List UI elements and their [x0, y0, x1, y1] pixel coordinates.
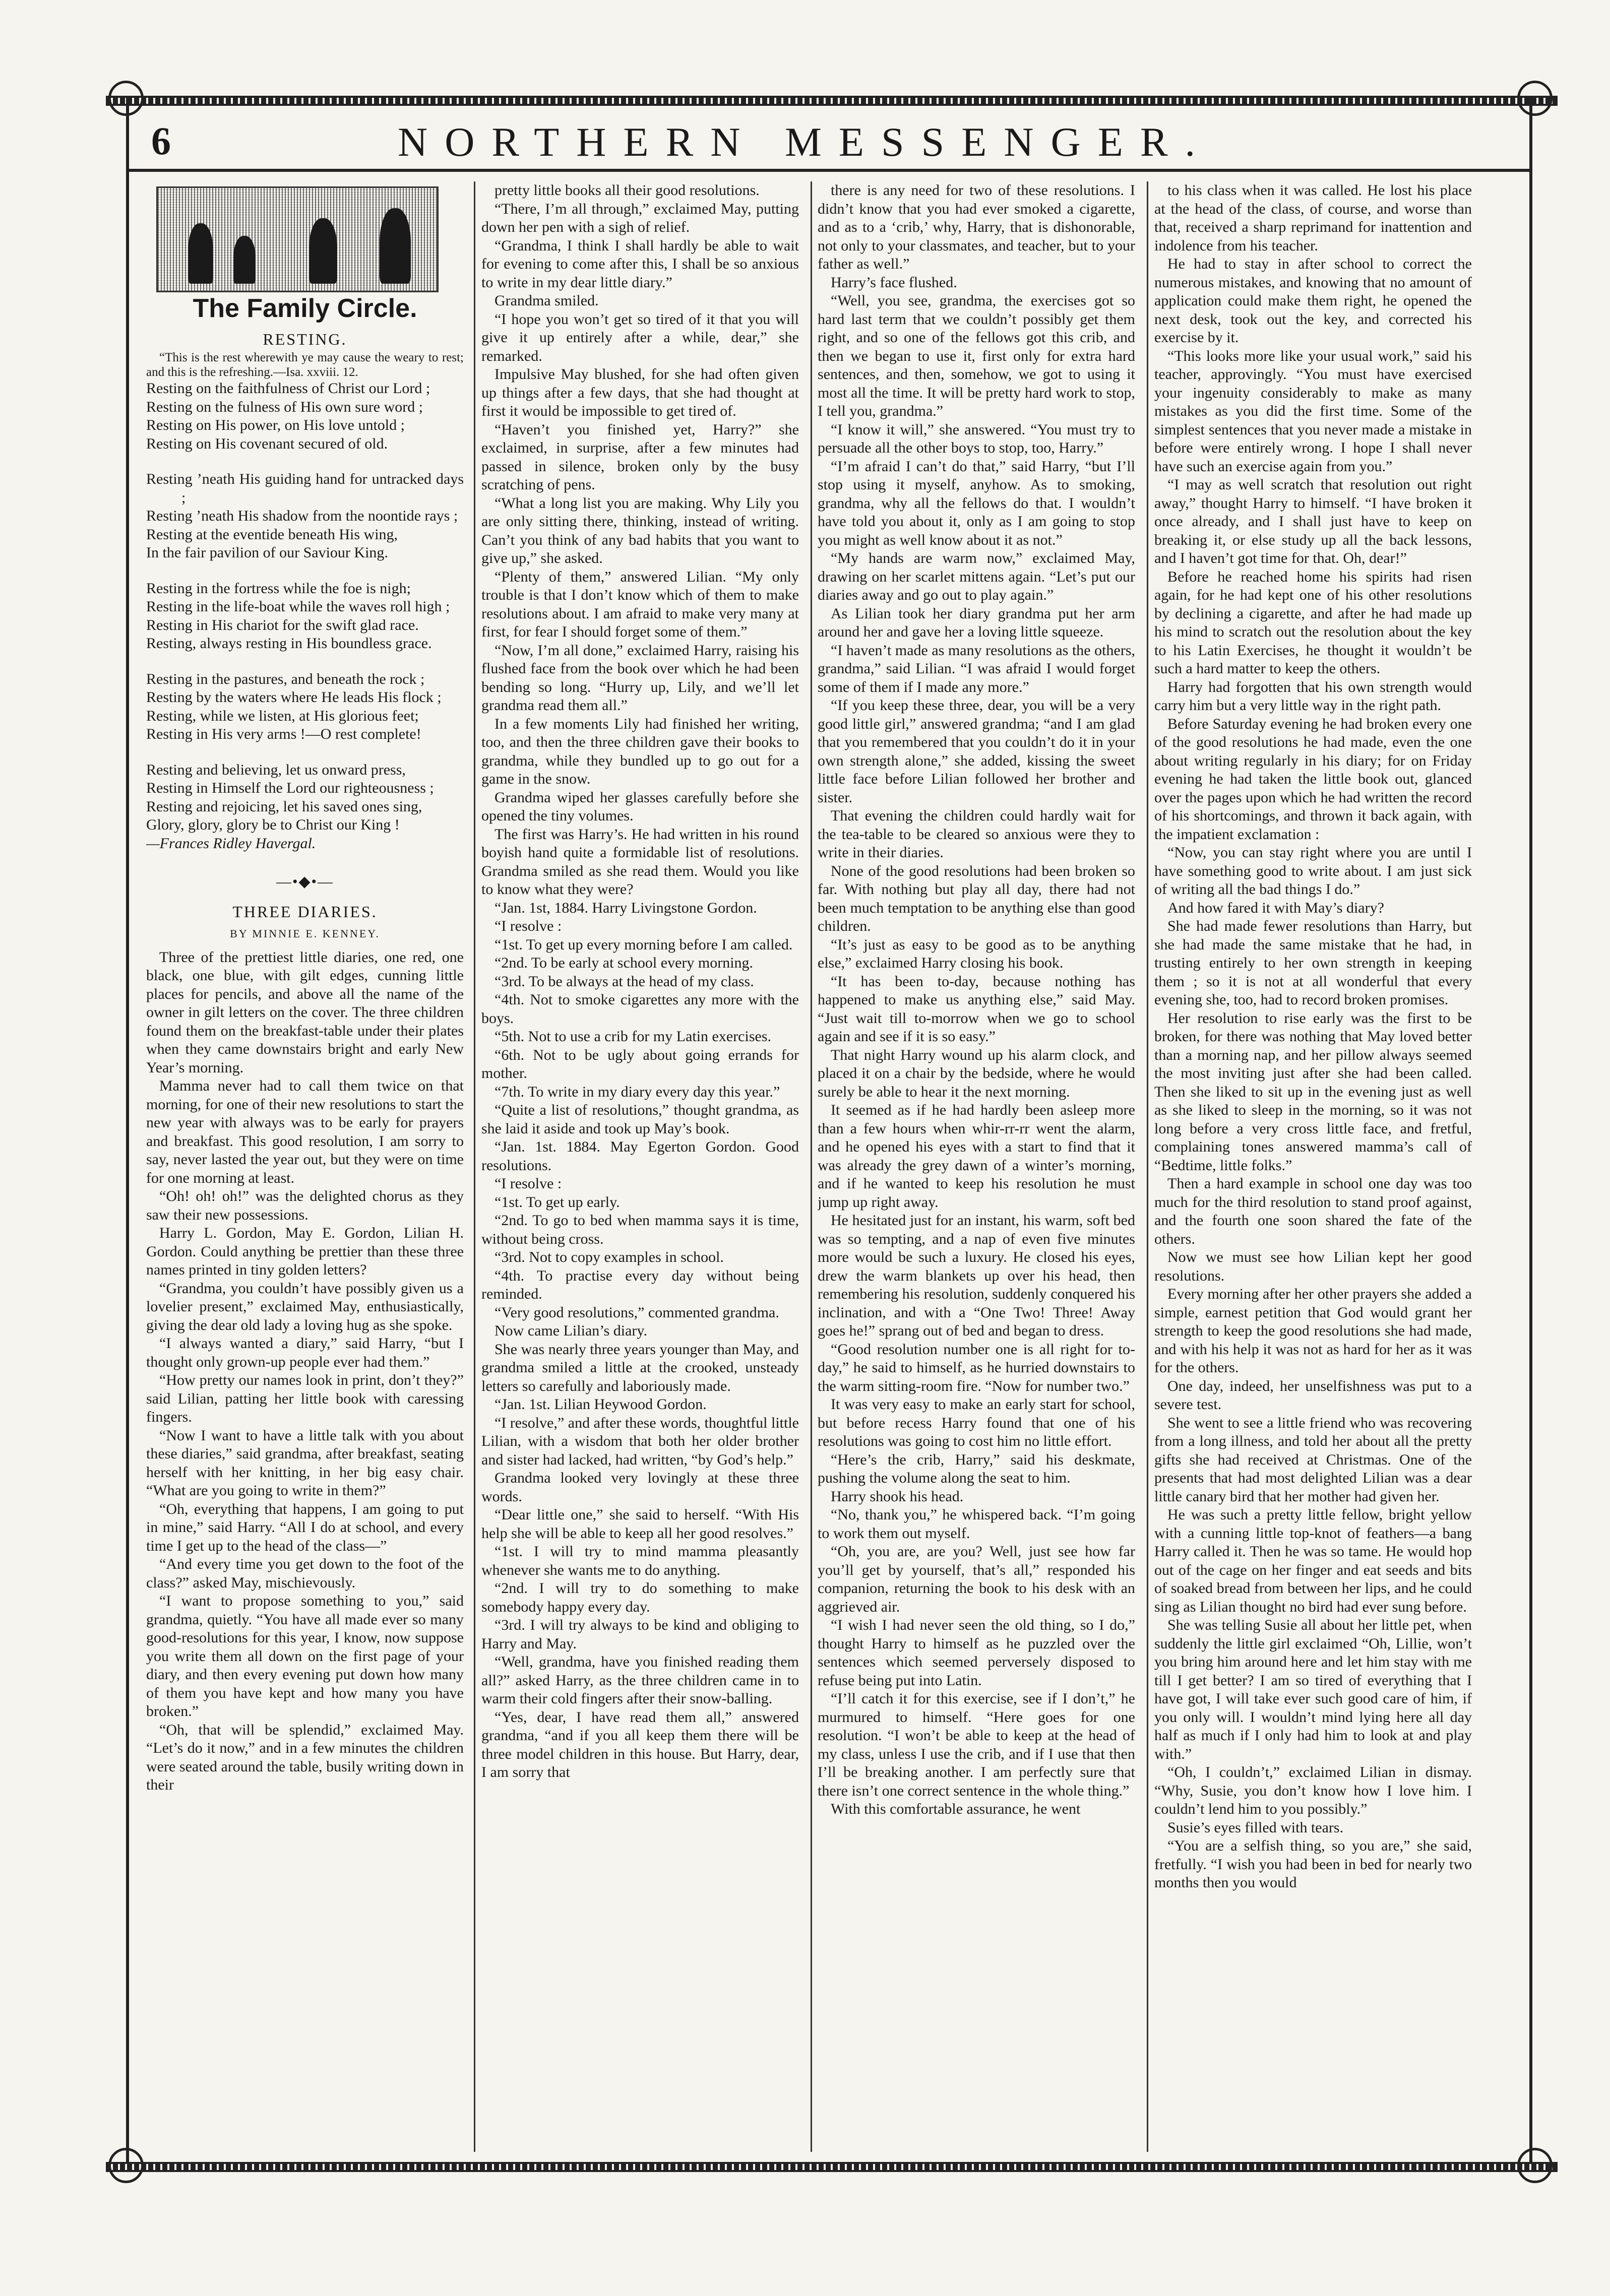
- story-title: THREE DIARIES.: [232, 902, 378, 921]
- poem-stanza: [146, 670, 464, 744]
- story-paragraph: In a few moments Lily had finished her writing, too, and then the three children gave their books to grandma, while they bundled up to go out for a game in the snow.: [481, 715, 799, 787]
- story-paragraph: “Grandma, you couldn’t have possibly given us a lovelier present,” exclaimed May, enthusiastically, giving the dear old lady a loving hug as she spoke.: [146, 1280, 464, 1333]
- story-paragraph: He was such a pretty little fellow, bright yellow with a cunning little top-knot of feathers—a bang Harry called it. Then he was so tame. He would hop out of the cage on her finger and eat seeds and bits of soaked bread from between her lips, and he could sing as Lilian thought no bird had ever sung before.: [1154, 1506, 1472, 1615]
- column-2-paragraphs: [481, 181, 799, 1782]
- story-paragraph: “1st. To get up early.: [494, 1193, 620, 1210]
- column-divider: [1147, 181, 1148, 2152]
- story-paragraph: “I always wanted a diary,” said Harry, “but I thought only grown-up people ever had them.”: [146, 1335, 464, 1370]
- family-circle-engraving: [156, 186, 439, 292]
- story-paragraph: It seemed as if he had hardly been asleep more than a few hours when whir-rr-rr went the alarm, and he opened his eyes with a start to find that it was already the grey dawn of a winter’s morning, and if he wanted to keep his resolution he must jump up right away.: [818, 1102, 1135, 1210]
- story-paragraph: She went to see a little friend who was recovering from a long illness, and told her about all the pretty gifts she had received at Christmas. One of the presents that had most delighted Lilian was a dear little canary bird that her mother had given her.: [1154, 1414, 1472, 1505]
- poem-line: Resting in Himself the Lord our righteousness ;: [146, 780, 434, 796]
- header-rule: [129, 169, 1529, 172]
- story-paragraph: “I’m afraid I can’t do that,” said Harry, “but I’ll stop using it myself, anyhow. As to smoking, grandma, why all the fellows do that. I wouldn’t have told you about it, only as I am going to stop you might as well know about it as not.”: [818, 458, 1135, 548]
- story-paragraph: The first was Harry’s. He had written in his round boyish hand quite a formidable list of resolutions. Grandma smiled as she read them. Would you like to know what they were?: [481, 825, 799, 898]
- story-paragraph: “7th. To write in my diary every day this year.”: [494, 1083, 780, 1100]
- poem-line: Resting in His very arms !—O rest complete!: [146, 726, 421, 742]
- poem-line: Resting at the eventide beneath His wing,: [146, 526, 398, 543]
- poem-line: Glory, glory, glory be to Christ our King !: [146, 816, 400, 833]
- column-3-paragraphs: [818, 181, 1135, 1819]
- story-paragraph: Grandma wiped her glasses carefully before she opened the tiny volumes.: [481, 789, 799, 824]
- story-paragraph: Grandma looked very lovingly at these three words.: [481, 1470, 799, 1505]
- story-paragraph: “Very good resolutions,” commented grandma.: [494, 1304, 779, 1321]
- story-paragraph: Impulsive May blushed, for she had often given up things after a few days, that she had thought at first it would be impossible to get tired of.: [481, 366, 799, 419]
- column-1: [146, 181, 464, 2152]
- story-paragraph: “Oh, everything that happens, I am going to put in mine,” said Harry. “All I do at school, and every time I get up to the head of the class—”: [146, 1500, 464, 1554]
- poem-line: Resting on His covenant secured of old.: [146, 435, 388, 452]
- story-paragraph: That night Harry wound up his alarm clock, and placed it on a chair by the bedside, where he would surely be able to hear it the next morning.: [818, 1046, 1135, 1100]
- story-paragraph: there is any need for two of these resolutions. I didn’t know that you had ever smoked a cigarette, and as to a ‘crib,’ why, Harry, that is dishonorable, not only to your classmates, and teacher, but to your father as well.”: [818, 182, 1135, 272]
- corner-ornament-bottom-left: [108, 2148, 144, 2183]
- story-paragraph: “Jan. 1st. 1884. May Egerton Gordon. Good resolutions.: [481, 1138, 799, 1174]
- story-paragraph: “I resolve :: [494, 1175, 562, 1192]
- story-paragraph: With this comfortable assurance, he went: [831, 1801, 1081, 1817]
- poem-stanza: [146, 470, 464, 562]
- section-title: The Family Circle.: [193, 294, 417, 323]
- story-paragraph: “Well, you see, grandma, the exercises got so hard last term that we couldn’t possibly get them right, and so one of the fellows got this crib, and then we began to use it, first only for extra hard sentences, and then, somehow, we got to using it most all the time. It will be pretty hard work to stop, I tell you, grandma.”: [818, 292, 1135, 419]
- story-paragraph: “6th. Not to be ugly about going errands for mother.: [481, 1046, 799, 1081]
- poem-line: Resting on His power, on His love untold ;: [146, 417, 405, 433]
- poem-line: Resting in the life-boat while the waves roll high ;: [146, 598, 450, 615]
- story-paragraph: Then a hard example in school one day was too much for the third resolution to stand proof against, and the fourth one soon shared the fate of the others.: [1154, 1175, 1472, 1247]
- story-paragraph: “No, thank you,” he whispered back. “I’m going to work them out myself.: [818, 1506, 1135, 1542]
- story-paragraph: “I know it will,” she answered. “You must try to persuade all the other boys to stop, too, Harry.”: [818, 421, 1135, 456]
- story-paragraph: Harry L. Gordon, May E. Gordon, Lilian H. Gordon. Could anything be prettier than these three names printed in tiny golden letters?: [146, 1225, 464, 1278]
- section-ornament: —•◆•—: [276, 873, 334, 890]
- story-paragraph: As Lilian took her diary grandma put her arm around her and gave her a loving little squeeze.: [818, 605, 1135, 640]
- story-paragraph: He had to stay in after school to correct the numerous mistakes, and knowing that no amount of application could make them right, he opened the next desk, took out the key, and corrected his exercise by it.: [1154, 256, 1472, 346]
- story-paragraph: “2nd. I will try to do something to make somebody happy every day.: [481, 1580, 799, 1615]
- story-paragraph: That evening the children could hardly wait for the tea-table to be cleared so anxious were they to write in their diaries.: [818, 807, 1135, 861]
- column-4: [1154, 181, 1472, 2152]
- poem-line: Resting, while we listen, at His glorious feet;: [146, 707, 419, 724]
- column-1-paragraphs: [146, 948, 464, 1795]
- story-paragraph: Now we must see how Lilian kept her good resolutions.: [1154, 1249, 1472, 1284]
- story-paragraph: “I wish I had never seen the old thing, so I do,” thought Harry to himself as he puzzled over the sentences which seemed perversely disposed to refuse being put into Latin.: [818, 1617, 1135, 1689]
- story-paragraph: “I resolve,” and after these words, thoughtful little Lilian, with a wisdom that both her older brother and sister had lacked, had written, “by God’s help.”: [481, 1414, 799, 1468]
- story-paragraph: “Oh! oh! oh!” was the delighted chorus as they saw their new possessions.: [146, 1188, 464, 1223]
- story-paragraph: pretty little books all their good resolutions.: [494, 182, 760, 199]
- corner-ornament-bottom-right: [1517, 2148, 1553, 2183]
- poem: [146, 379, 464, 853]
- story-paragraph: “1st. I will try to mind mamma pleasantly whenever she wants me to do anything.: [481, 1543, 799, 1578]
- story-paragraph: “Haven’t you finished yet, Harry?” she exclaimed, in surprise, after a few minutes had passed in silence, broken only by the busy scratching of pens.: [481, 421, 799, 493]
- story-paragraph: Harry shook his head.: [831, 1488, 964, 1505]
- poem-stanza: [146, 580, 464, 653]
- story-byline: BY MINNIE E. KENNEY.: [230, 927, 380, 940]
- story-paragraph: “3rd. To be always at the head of my class.: [494, 973, 754, 990]
- column-divider: [811, 181, 812, 2152]
- story-paragraph: “3rd. Not to copy examples in school.: [494, 1249, 724, 1265]
- story-paragraph: “I haven’t made as many resolutions as the others, grandma,” said Lilian. “I was afraid I would forget some of them if I made any more.”: [818, 642, 1135, 695]
- column-2: [481, 181, 799, 2152]
- story-paragraph: “Now I want to have a little talk with you about these diaries,” said grandma, after breakfast, seating herself with her knitting, in her big easy chair. “What are you going to write in them?”: [146, 1427, 464, 1499]
- story-paragraph: “It has been to-day, because nothing has happened to make us anything else,” said May. “Just wait till to-morrow when we go to school again and see if it is so easy.”: [818, 973, 1135, 1045]
- story-paragraph: “Plenty of them,” answered Lilian. “My only trouble is that I don’t know which of them to make resolutions about. I am afraid to make very many at first, for fear I should forget some of them.”: [481, 568, 799, 640]
- poem-stanza: [146, 379, 464, 453]
- story-paragraph: Mamma never had to call them twice on that morning, for one of their new resolutions to start the new year with always was to be early for prayers and breakfast. This good resolution, I am sorry to say, never lasted the year out, but they were on time for one morning at least.: [146, 1077, 464, 1186]
- poem-title: RESTING.: [263, 330, 347, 348]
- story-paragraph: She was telling Susie all about her little pet, when suddenly the little girl exclaimed “Oh, Lillie, won’t you bring him around here and let him stay with me till I get better? I am so tired of everything that I have got, I will take ever such good care of him, if you only will. I wouldn’t mind lying here all day half as much if I only had him to look at and play with.”: [1154, 1617, 1472, 1762]
- story-paragraph: None of the good resolutions had been broken so far. With nothing but play all day, there had not been much temptation to be anything else than good children.: [818, 862, 1135, 934]
- story-paragraph: Before he reached home his spirits had risen again, for he had kept one of his other resolutions by declining a cigarette, and after he had made up his mind to scratch out the resolution about the key to his Latin Exercises, he thought it wouldn’t be such a hard matter to keep the others.: [1154, 568, 1472, 677]
- story-paragraph: And how fared it with May’s diary?: [1167, 899, 1384, 916]
- story-paragraph: “And every time you get down to the foot of the class?” asked May, mischievously.: [146, 1556, 464, 1591]
- story-paragraph: “If you keep these three, dear, you will be a very good little girl,” answered grandma; “and I am glad that you remembered that you couldn’t do it in your own strength alone,” she added, kissing the sweet little face before Lilian followed her brother and sister.: [818, 697, 1135, 806]
- story-paragraph: “Good resolution number one is all right for to-day,” he said to himself, as he hurried downstairs to the warm sitting-room fire. “Now for number two.”: [818, 1341, 1135, 1394]
- story-paragraph: “Jan. 1st, 1884. Harry Livingstone Gordon.: [494, 899, 757, 916]
- story-paragraph: “What a long list you are making. Why Lily you are only sitting there, thinking, instead of writing. Can’t you think of any bad habits that you want to give up,” she asked.: [481, 494, 799, 566]
- poem-line: Resting on the fulness of His own sure word ;: [146, 398, 423, 415]
- story-paragraph: “2nd. To be early at school every morning.: [494, 954, 754, 971]
- column-3: [818, 181, 1135, 2152]
- poem-line: Resting, always resting in His boundless grace.: [146, 635, 432, 652]
- story-paragraph: “4th. Not to smoke cigarettes any more with the boys.: [481, 991, 799, 1027]
- story-paragraph: “Now, you can stay right where you are until I have something good to write about. I am just sick of writing all the bad things I do.”: [1154, 844, 1472, 898]
- story-paragraph: “I’ll catch it for this exercise, see if I don’t,” he murmured to himself. “Here goes for one resolution. “I won’t be able to keep at the head of my class, unless I use the crib, and if I use that then I’ll be breaking another. I am perfectly sure that there isn’t one correct sentence in the whole thing.”: [818, 1690, 1135, 1799]
- poem-line: Resting and rejoicing, let his saved ones sing,: [146, 798, 422, 815]
- story-paragraph: “How pretty our names look in print, don’t they?” said Lilian, patting her little book with caressing fingers.: [146, 1372, 464, 1425]
- story-paragraph: “Well, grandma, have you finished reading them all?” asked Harry, as the three children came in to warm their cold fingers after their snow-balling.: [481, 1653, 799, 1707]
- story-paragraph: “Dear little one,” she said to herself. “With His help she will be able to keep all her good resolves.”: [481, 1506, 799, 1542]
- poem-line: Resting in the fortress while the foe is nigh;: [146, 580, 411, 597]
- story-paragraph: “I may as well scratch that resolution out right away,” thought Harry to himself. “I have broken it once already, and I shall just have to keep on breaking it, or else study up all the back lessons, and I haven’t got time for that. Oh, dear!”: [1154, 476, 1472, 566]
- story-paragraph: “Yes, dear, I have read them all,” answered grandma, “and if you all keep them there will be three model children in this house. But Harry, dear, I am sorry that: [481, 1708, 799, 1780]
- story-paragraph: Grandma smiled.: [494, 292, 599, 309]
- poem-line: Resting by the waters where He leads His flock ;: [146, 689, 442, 706]
- story-paragraph: “Now, I’m all done,” exclaimed Harry, raising his flushed face from the book over which he had been bending so long. “Hurry up, Lily, and we’ll let grandma read them all.”: [481, 642, 799, 714]
- page-number: 6: [151, 119, 171, 163]
- story-paragraph: “I hope you won’t get so tired of it that you will give it up entirely after a while, dear,” she remarked.: [481, 310, 799, 364]
- poem-line: In the fair pavilion of our Saviour King.: [146, 544, 388, 561]
- story-paragraph: She had made fewer resolutions than Harry, but she had made the same mistake that he had, in trusting entirely to her own strength in keeping them ; so it is not at all wonderful that every evening she, too, had to record broken promises.: [1154, 918, 1472, 1008]
- story-paragraph: She was nearly three years younger than May, and grandma smiled a little at the crooked, unsteady letters so carefully and laboriously made.: [481, 1341, 799, 1394]
- masthead: NORTHERN MESSENGER.: [397, 119, 1213, 165]
- story-paragraph: to his class when it was called. He lost his place at the head of the class, of course, and worse than that, received a sharp reprimand for inattention and indolence from his teacher.: [1154, 182, 1472, 254]
- story-paragraph: “Jan. 1st. Lilian Heywood Gordon.: [494, 1396, 707, 1413]
- column-divider: [474, 181, 475, 2152]
- poem-line: Resting in His chariot for the swift glad race.: [146, 616, 419, 633]
- story-paragraph: “This looks more like your usual work,” said his teacher, approvingly. “You must have exercised your ingenuity considerably to make as many mistakes as you did the first time. Some of the simplest sentences that you never made a mistake in before were entirely wrong. I hope I shall never have such an exercise again from you.”: [1154, 347, 1472, 475]
- poem-line: Resting and believing, let us onward press,: [146, 761, 406, 778]
- column-4-paragraphs: [1154, 181, 1472, 1892]
- story-paragraph: Three of the prettiest little diaries, one red, one black, one blue, with gilt edges, cunning little places for pencils, and above all the name of the owner in gilt letters on the cover. The three children found them on the breakfast-table under their plates when they came downstairs bright and early New Year’s morning.: [146, 948, 464, 1076]
- poem-epigraph: “This is the rest wherewith ye may cause the weary to rest; and this is the refreshing.—Isa. xxviii. 12.: [146, 351, 464, 379]
- story-paragraph: Her resolution to rise early was the first to be broken, for there was nothing that May loved better than a morning nap, and her pillow always seemed the most inviting just after she had been called. Then she liked to sit up in the evening just as well as she liked to sleep in the morning, so it was not long before a very cross little face, and fretful, complaining tones answered mamma’s call of “Bedtime, little folks.”: [1154, 1009, 1472, 1174]
- story-paragraph: He hesitated just for an instant, his warm, soft bed was so tempting, and a nap of even five minutes more would be such a luxury. He closed his eyes, drew the warm blankets up over his head, then remembering his resolution, suddenly conquered his inclination, and with a “One Two! Three! Away goes he!” sprang out of bed and began to dress.: [818, 1212, 1135, 1339]
- story-paragraph: It was very easy to make an early start for school, but before recess Harry found that one of his resolutions was going to cost him no little effort.: [818, 1396, 1135, 1449]
- bottom-border: [106, 2162, 1558, 2172]
- story-paragraph: “Oh, you are, are you? Well, just see how far you’ll get by yourself, that’s all,” responded his companion, returning the book to his desk with an aggrieved air.: [818, 1543, 1135, 1615]
- story-paragraph: “5th. Not to use a crib for my Latin exercises.: [494, 1028, 771, 1045]
- poem-line: Resting ’neath His guiding hand for untracked days ;: [146, 471, 464, 506]
- story-paragraph: Susie’s eyes filled with tears.: [1167, 1819, 1344, 1836]
- story-paragraph: Now came Lilian’s diary.: [494, 1322, 647, 1339]
- story-paragraph: “Here’s the crib, Harry,” said his deskmate, pushing the volume along the seat to him.: [818, 1451, 1135, 1486]
- poem-line: Resting ’neath His shadow from the noontide rays ;: [146, 507, 458, 524]
- story-paragraph: “You are a selfish thing, so you are,” she said, fretfully. “I wish you had been in bed for nearly two months then you would: [1154, 1837, 1472, 1891]
- story-paragraph: “There, I’m all through,” exclaimed May, putting down her pen with a sigh of relief.: [481, 200, 799, 235]
- story-paragraph: “1st. To get up every morning before I am called.: [494, 936, 793, 953]
- poem-line: Resting on the faithfulness of Christ our Lord ;: [146, 380, 430, 397]
- story-paragraph: “3rd. I will try always to be kind and obliging to Harry and May.: [481, 1617, 799, 1652]
- poem-stanza: [146, 761, 464, 853]
- story-paragraph: “My hands are warm now,” exclaimed May, drawing on her scarlet mittens again. “Let’s put our diaries away and go out to play again.”: [818, 550, 1135, 603]
- story-paragraph: Harry’s face flushed.: [831, 274, 957, 291]
- story-paragraph: Before Saturday evening he had broken every one of the good resolutions he had made, even the one about writing regularly in his diary; for on Friday evening he had taken the little book out, glanced over the pages upon which he had written the record of his shortcomings, and thrown it back again, with the impatient exclamation :: [1154, 715, 1472, 843]
- story-paragraph: “Quite a list of resolutions,” thought grandma, as she laid it aside and took up May’s book.: [481, 1102, 799, 1137]
- story-paragraph: “I want to propose something to you,” said grandma, quietly. “You have all made ever so many good-resolutions for this year, I know, now suppose you write them all down on the first page of your diary, and then every evening put down how many of them you have kept and how many you have broken.”: [146, 1592, 464, 1719]
- story-paragraph: “It’s just as easy to be good as to be anything else,” exclaimed Harry closing his book.: [818, 936, 1135, 971]
- story-paragraph: Harry had forgotten that his own strength would carry him but a very little way in the right path.: [1154, 678, 1472, 714]
- story-paragraph: “2nd. To go to bed when mamma says it is time, without being cross.: [481, 1212, 799, 1247]
- story-paragraph: “Grandma, I think I shall hardly be able to wait for evening to come after this, I shall be so anxious to write in my dear little diary.”: [481, 237, 799, 291]
- story-paragraph: “I resolve :: [494, 918, 562, 934]
- poem-attribution: —Frances Ridley Havergal.: [146, 835, 316, 852]
- poem-line: Resting in the pastures, and beneath the rock ;: [146, 670, 425, 687]
- story-paragraph: Every morning after her other prayers she added a simple, earnest petition that God would grant her strength to keep the good resolutions she had made, and with his help it was not as hard for her as it was for the others.: [1154, 1286, 1472, 1376]
- story-paragraph: “Oh, that will be splendid,” exclaimed May. “Let’s do it now,” and in a few minutes the children were seated around the table, busily writing down in their: [146, 1721, 464, 1793]
- story-paragraph: “Oh, I couldn’t,” exclaimed Lilian in dismay. “Why, Susie, you don’t know how I love him. I couldn’t lend him to you possibly.”: [1154, 1764, 1472, 1817]
- story-paragraph: One day, indeed, her unselfishness was put to a severe test.: [1154, 1377, 1472, 1413]
- story-paragraph: “4th. To practise every day without being reminded.: [481, 1267, 799, 1302]
